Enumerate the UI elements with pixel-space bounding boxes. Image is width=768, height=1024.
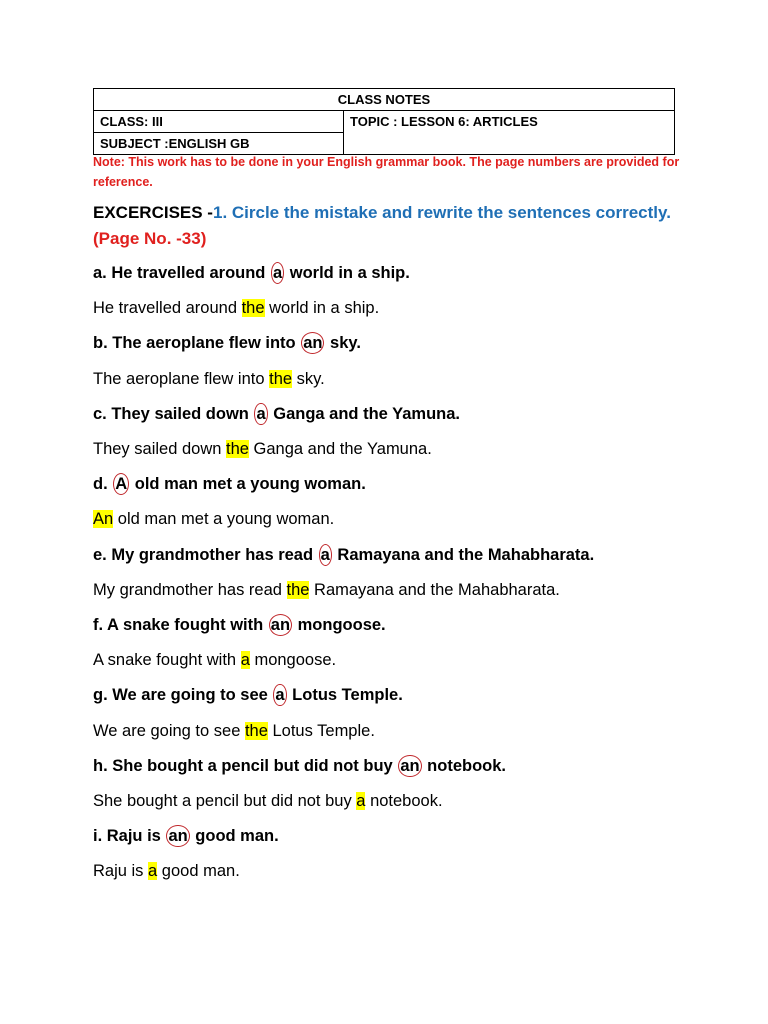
question-text: b. The aeroplane flew into	[93, 334, 301, 353]
answer-text: We are going to see	[93, 721, 245, 740]
highlighted-correction: the	[241, 299, 265, 318]
header-table	[93, 88, 675, 155]
circled-mistake: a	[320, 545, 330, 564]
answer-text: The aeroplane flew into	[93, 369, 270, 388]
question-text: good man.	[190, 827, 279, 846]
highlighted-correction: a	[356, 792, 366, 810]
question-sentence	[93, 403, 460, 425]
page-open: (	[93, 229, 99, 248]
note-text: Note: This work has to be done in your English grammar book. The page numbers are provided for reference.	[93, 155, 680, 189]
page-close: )	[200, 229, 207, 248]
circled-mistake: a	[272, 264, 283, 282]
question-text: mongoose.	[293, 616, 386, 634]
question-sentence	[93, 544, 594, 566]
question-sentence	[93, 262, 410, 284]
answer-text: notebook.	[365, 792, 443, 810]
question-text: i. Raju is	[93, 827, 166, 846]
circled-mistake: an	[303, 334, 323, 353]
question-text: a. He travelled around	[93, 264, 270, 282]
highlighted-correction: the	[286, 580, 310, 599]
answer-text: Ramayana and the Mahabharata.	[309, 580, 560, 599]
topic-label: TOPIC : LESSON 6: ARTICLES	[344, 111, 675, 155]
highlighted-correction: the	[244, 721, 268, 740]
page-reference: Page No. -33	[98, 229, 201, 248]
question-text: Lotus Temple.	[287, 686, 403, 705]
question-text: g. We are going to see	[93, 686, 273, 705]
exercise-instruction: 1. Circle the mistake and rewrite the sentences correctly.	[212, 203, 671, 222]
question-text: e. My grandmother has read	[93, 545, 318, 564]
answer-text: My grandmother has read	[93, 580, 287, 599]
highlighted-correction: the	[226, 440, 249, 458]
class-label: CLASS: III	[94, 111, 344, 133]
exercise-heading	[93, 200, 693, 252]
answer-sentence	[93, 438, 432, 460]
question-text: c. They sailed down	[93, 404, 254, 423]
answer-text: Raju is	[93, 862, 149, 881]
question-text: old man met a young woman.	[130, 475, 366, 494]
circled-mistake: an	[400, 756, 420, 775]
highlighted-correction: the	[269, 369, 293, 388]
question-text: sky.	[325, 334, 361, 353]
answer-text: sky.	[292, 369, 325, 388]
class-notes-title: CLASS NOTES	[94, 89, 675, 111]
answer-sentence	[93, 790, 443, 812]
question-sentence	[93, 473, 366, 495]
question-text: Ganga and the Yamuna.	[268, 404, 460, 423]
question-sentence	[93, 684, 403, 706]
question-text: h. She bought a pencil but did not buy	[93, 756, 398, 775]
answer-text: good man.	[157, 862, 240, 881]
answer-text: old man met a young woman.	[113, 510, 335, 529]
question-text: notebook.	[422, 756, 506, 775]
question-sentence	[93, 332, 361, 354]
circled-mistake: a	[275, 686, 285, 705]
question-sentence	[93, 825, 279, 847]
answer-text: He travelled around	[93, 299, 242, 318]
answer-text: A snake fought with	[93, 651, 241, 670]
highlighted-correction: a	[240, 651, 250, 670]
answer-text: Ganga and the Yamuna.	[248, 440, 432, 458]
question-text: d.	[93, 475, 113, 494]
question-text: f. A snake fought with	[93, 616, 268, 634]
answer-sentence	[93, 297, 379, 319]
answer-sentence	[93, 368, 325, 390]
answer-text: She bought a pencil but did not buy	[93, 792, 357, 810]
subject-label: SUBJECT :ENGLISH GB	[94, 133, 344, 155]
highlighted-correction: An	[93, 510, 114, 529]
answer-text: world in a ship.	[264, 299, 380, 318]
answer-sentence	[93, 649, 336, 671]
question-sentence	[93, 614, 386, 636]
answer-sentence	[93, 720, 375, 742]
exercise-label: EXCERCISES -	[93, 203, 213, 222]
question-text: world in a ship.	[285, 264, 410, 282]
answer-sentence	[93, 860, 240, 882]
answer-text: mongoose.	[249, 651, 337, 670]
question-text: Ramayana and the Mahabharata.	[332, 545, 595, 564]
answer-sentence	[93, 508, 334, 530]
circled-mistake: A	[115, 475, 128, 494]
question-sentence	[93, 755, 506, 777]
answer-sentence	[93, 579, 560, 601]
answer-text: They sailed down	[93, 440, 226, 458]
answer-text: Lotus Temple.	[267, 721, 375, 740]
circled-mistake: an	[270, 616, 291, 634]
highlighted-correction: a	[148, 862, 158, 881]
circled-mistake: a	[256, 404, 266, 423]
circled-mistake: an	[168, 827, 188, 846]
